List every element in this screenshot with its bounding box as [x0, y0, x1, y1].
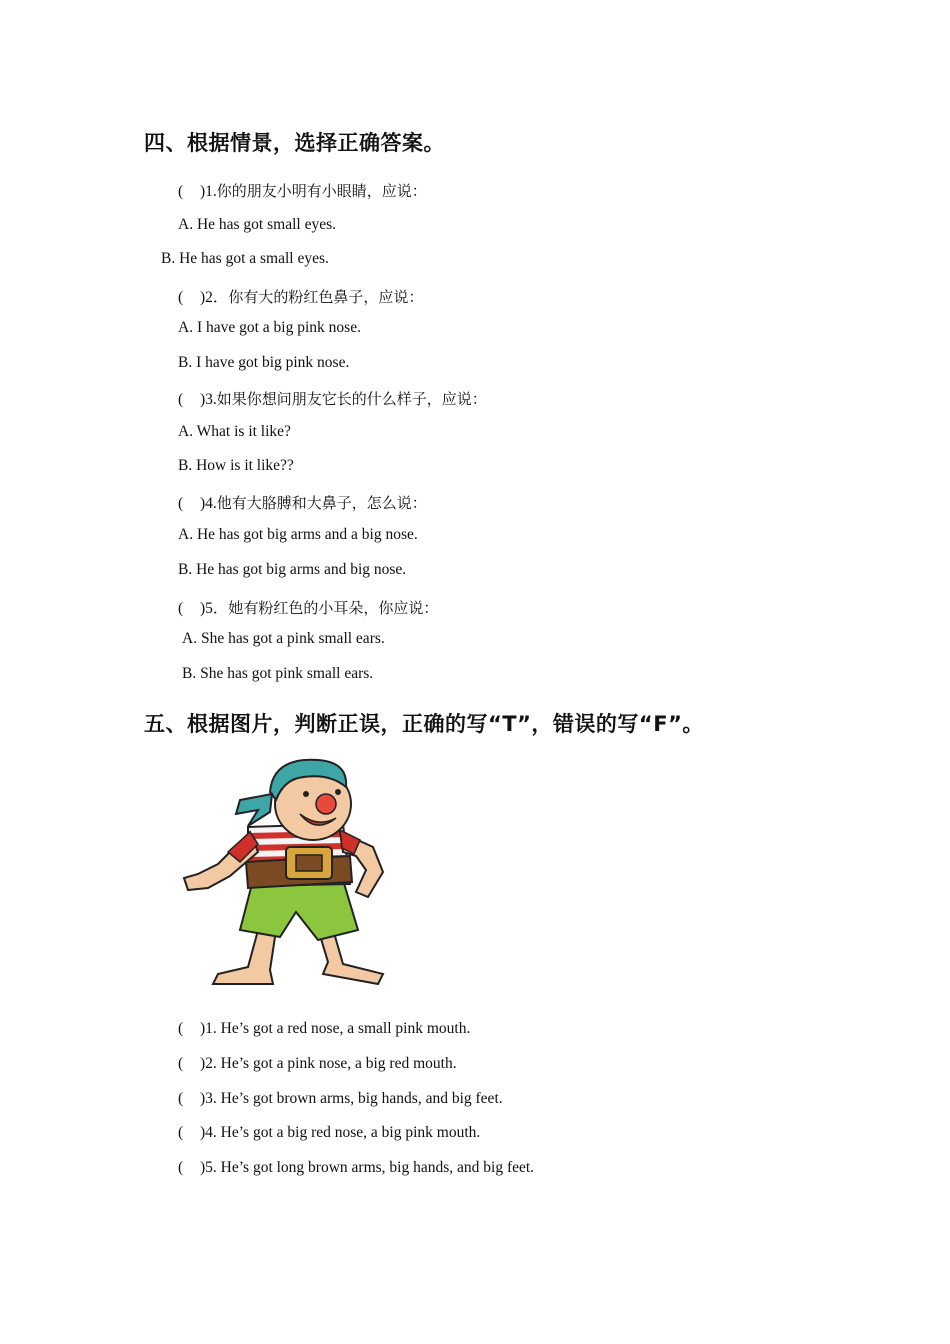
question-prompt: 你的朋友小明有小眼睛，应说：	[216, 182, 427, 200]
question-2	[178, 285, 423, 307]
answer-blank[interactable]: (	[178, 183, 184, 200]
question-prompt: 如果你想问朋友它长的什么样子，应说：	[216, 390, 487, 408]
question-4	[178, 492, 427, 513]
statement-text: )1. He’s got a red nose, a small pink mouth.	[200, 1020, 471, 1037]
option-b: B. He has got big arms and big nose.	[178, 561, 407, 578]
pirate-illustration	[178, 752, 403, 997]
statement-5	[178, 1159, 534, 1177]
statement-text: )2. He’s got a pink nose, a big red mouth.	[200, 1055, 457, 1072]
section-4-title: 四、根据情景，选择正确答案。	[144, 131, 445, 155]
question-number: )1.	[200, 183, 217, 200]
option-b: B. How is it like??	[178, 457, 294, 474]
section-5-title: 五、根据图片，判断正误，正确的写“T”，错误的写“F”。	[144, 712, 704, 736]
answer-blank[interactable]: (	[178, 1055, 184, 1072]
question-1	[178, 180, 427, 201]
statement-text: )3. He’s got brown arms, big hands, and big feet.	[200, 1090, 503, 1107]
option-a: A. She has got a pink small ears.	[182, 630, 385, 647]
statement-1	[178, 1020, 470, 1038]
option-a: A. He has got big arms and a big nose.	[178, 526, 418, 543]
question-5	[178, 596, 438, 618]
question-number: )2．	[200, 289, 229, 306]
question-number: )4.	[200, 495, 217, 512]
statement-text: )4. He’s got a big red nose, a big pink mouth.	[200, 1124, 481, 1141]
option-a: A. I have got a big pink nose.	[178, 319, 361, 336]
question-number: )5．	[200, 600, 229, 617]
statement-2	[178, 1055, 457, 1073]
answer-blank[interactable]: (	[178, 600, 184, 617]
question-prompt: 她有粉红色的小耳朵，你应说：	[228, 599, 439, 617]
option-b: B. He has got a small eyes.	[161, 250, 329, 267]
option-b: B. She has got pink small ears.	[182, 665, 374, 682]
question-number: )3.	[200, 391, 217, 408]
question-3	[178, 388, 487, 409]
answer-blank[interactable]: (	[178, 1020, 184, 1037]
answer-blank[interactable]: (	[178, 391, 184, 408]
statement-4	[178, 1124, 480, 1142]
answer-blank[interactable]: (	[178, 1090, 184, 1107]
statement-text: )5. He’s got long brown arms, big hands, and big feet.	[200, 1159, 535, 1176]
option-a: A. What is it like?	[178, 423, 291, 440]
option-a: A. He has got small eyes.	[178, 216, 336, 233]
answer-blank[interactable]: (	[178, 1124, 184, 1141]
answer-blank[interactable]: (	[178, 289, 184, 306]
option-b: B. I have got big pink nose.	[178, 354, 350, 371]
question-prompt: 你有大的粉红色鼻子，应说：	[228, 288, 424, 306]
answer-blank[interactable]: (	[178, 1159, 184, 1176]
statement-3	[178, 1090, 503, 1108]
question-prompt: 他有大胳膊和大鼻子，怎么说：	[216, 494, 427, 512]
answer-blank[interactable]: (	[178, 495, 184, 512]
